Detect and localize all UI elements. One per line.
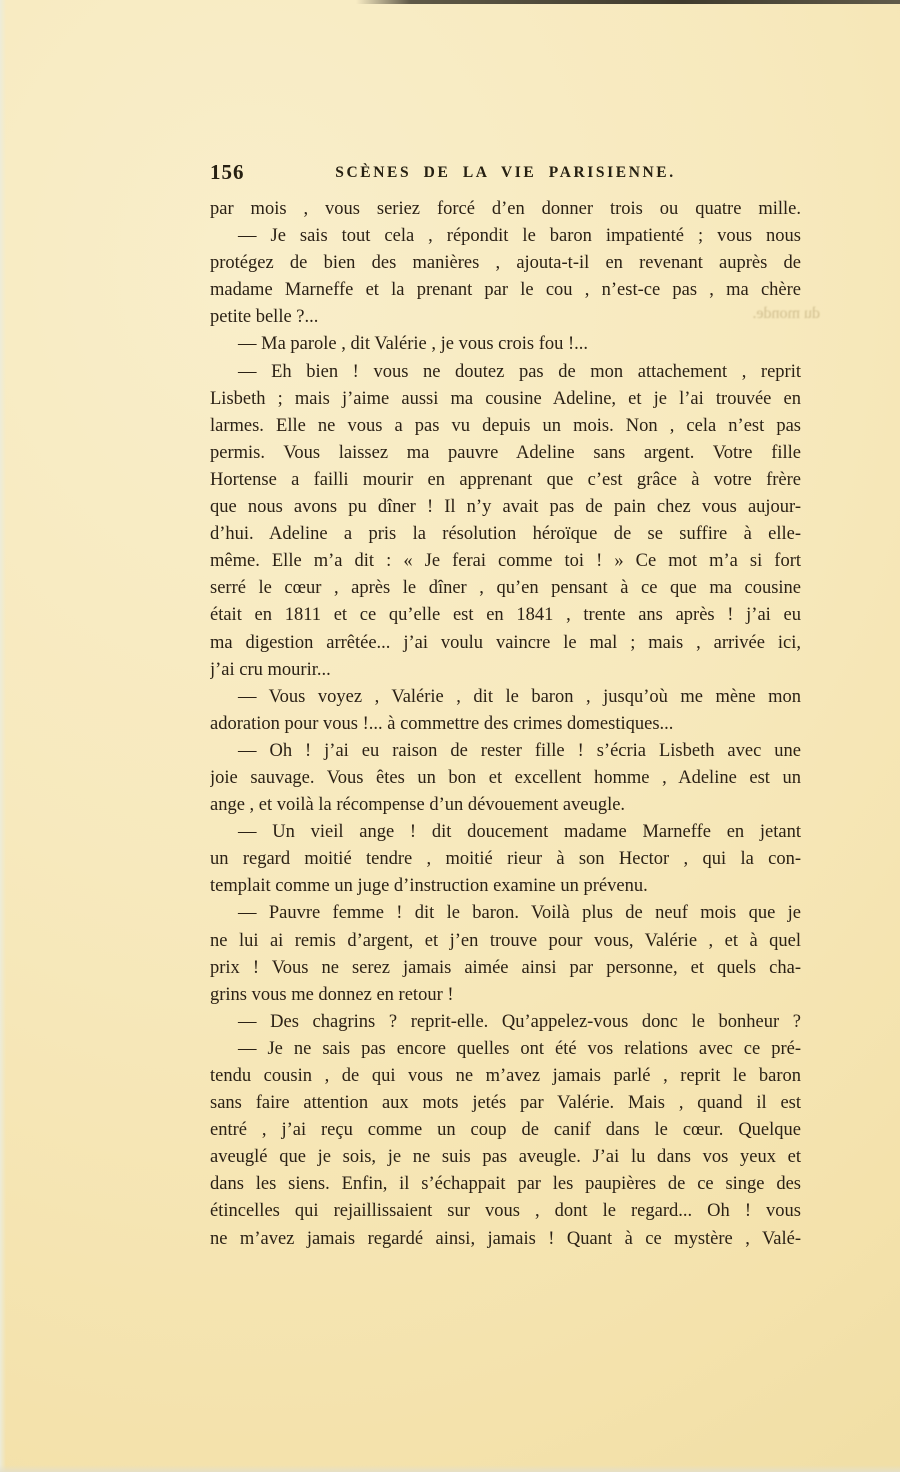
text-line: tendu cousin , de qui vous ne m’avez jamais parlé , reprit le baron bbox=[210, 1066, 801, 1086]
text-line: — Je ne sais pas encore quelles ont été vos relations avec ce pré- bbox=[238, 1038, 801, 1059]
text-line: adoration pour vous !... à commettre des crimes domestiques... bbox=[210, 713, 674, 734]
running-head bbox=[210, 160, 801, 188]
running-title: SCÈNES DE LA VIE PARISIENNE. bbox=[335, 164, 676, 181]
text-line: ma digestion arrêtée... j’ai voulu vaincre le mal ; mais , arrivée ici, bbox=[210, 632, 801, 653]
text-line: grins vous me donnez en retour ! bbox=[210, 984, 454, 1005]
text-line: étincelles qui rejaillissaient sur vous , dont le regard... Oh ! vous bbox=[210, 1201, 801, 1222]
text-line: — Vous voyez , Valérie , dit le baron , jusqu’où me mène mon bbox=[238, 686, 801, 707]
text-line: Hortense a failli mourir en apprenant que c’est grâce à votre frère bbox=[210, 469, 801, 490]
text-line: prix ! Vous ne serez jamais aimée ainsi par personne, et quels cha- bbox=[210, 957, 801, 978]
text-line: dans les siens. Enfin, il s’échappait par les paupières de ce singe des bbox=[210, 1174, 801, 1195]
text-line: permis. Vous laissez ma pauvre Adeline sans argent. Votre fille bbox=[210, 442, 801, 463]
text-line: joie sauvage. Vous êtes un bon et excellent homme , Adeline est un bbox=[210, 767, 801, 788]
text-line: sans faire attention aux mots jetés par Valérie. Mais , quand il est bbox=[210, 1093, 801, 1114]
text-line: par mois , vous seriez forcé d’en donner trois ou quatre mille. bbox=[210, 199, 801, 219]
text-line: — Des chagrins ? reprit-elle. Qu’appelez-vous donc le bonheur ? bbox=[238, 1011, 801, 1032]
text-line: entré , j’ai reçu comme un coup de canif dans le cœur. Quelque bbox=[210, 1120, 801, 1141]
text-line: — Eh bien ! vous ne doutez pas de mon attachement , reprit bbox=[238, 361, 801, 382]
text-line: d’hui. Adeline a pris la résolution héroïque de se suffire à elle- bbox=[210, 524, 801, 545]
text-line: ne lui ai remis d’argent, et j’en trouve pour vous, Valérie , et à quel bbox=[210, 930, 801, 951]
text-line: serré le cœur , après le dîner , qu’en pensant à ce que ma cousine bbox=[210, 578, 801, 599]
text-line: — Ma parole , dit Valérie , je vous crois fou !... bbox=[238, 334, 589, 355]
text-line: un regard moitié tendre , moitié rieur à son Hector , qui la con- bbox=[210, 849, 801, 870]
page-text bbox=[210, 196, 801, 1253]
text-line: Lisbeth ; mais j’aime aussi ma cousine Adeline, et je l’ai trouvée en bbox=[210, 388, 801, 409]
text-line: était en 1811 et ce qu’elle est en 1841 , trente ans après ! j’ai eu bbox=[210, 605, 801, 626]
scan-edge-artifact-left bbox=[0, 0, 6, 1472]
text-line: que nous avons pu dîner ! Il n’y avait pas de pain chez vous aujour- bbox=[210, 497, 801, 518]
text-line: ange , et voilà la récompense d’un dévouement aveugle. bbox=[210, 795, 626, 816]
scan-edge-artifact-bottom bbox=[0, 1465, 900, 1472]
text-line: larmes. Elle ne vous a pas vu depuis un mois. Non , cela n’est pas bbox=[210, 415, 801, 436]
text-line: — Pauvre femme ! dit le baron. Voilà plus de neuf mois que je bbox=[238, 903, 801, 924]
text-line: aveuglé que je sois, je ne suis pas aveugle. J’ai lu dans vos yeux et bbox=[210, 1147, 801, 1168]
text-line: même. Elle m’a dit : « Je ferai comme toi ! » Ce mot m’a si fort bbox=[210, 551, 801, 572]
text-line: — Un vieil ange ! dit doucement madame Marneffe en jetant bbox=[238, 822, 801, 843]
scan-edge-artifact-top bbox=[356, 0, 900, 4]
text-line: — Je sais tout cela , répondit le baron impatienté ; vous nous bbox=[238, 226, 801, 247]
text-line: — Oh ! j’ai eu raison de rester fille ! s’écria Lisbeth avec une bbox=[238, 740, 801, 761]
text-line: petite belle ?... bbox=[210, 307, 319, 328]
show-through-text: du monde. bbox=[752, 305, 820, 322]
text-line: j’ai cru mourir... bbox=[210, 659, 331, 680]
text-line: ne m’avez jamais regardé ainsi, jamais ! Quant à ce mystère , Valé- bbox=[210, 1228, 801, 1249]
page-number: 156 bbox=[210, 160, 245, 184]
text-line: protégez de bien des manières , ajouta-t-il en revenant auprès de bbox=[210, 253, 801, 274]
text-line: madame Marneffe et la prenant par le cou , n’est-ce pas , ma chère bbox=[210, 280, 801, 301]
text-line: templait comme un juge d’instruction examine un prévenu. bbox=[210, 876, 648, 897]
